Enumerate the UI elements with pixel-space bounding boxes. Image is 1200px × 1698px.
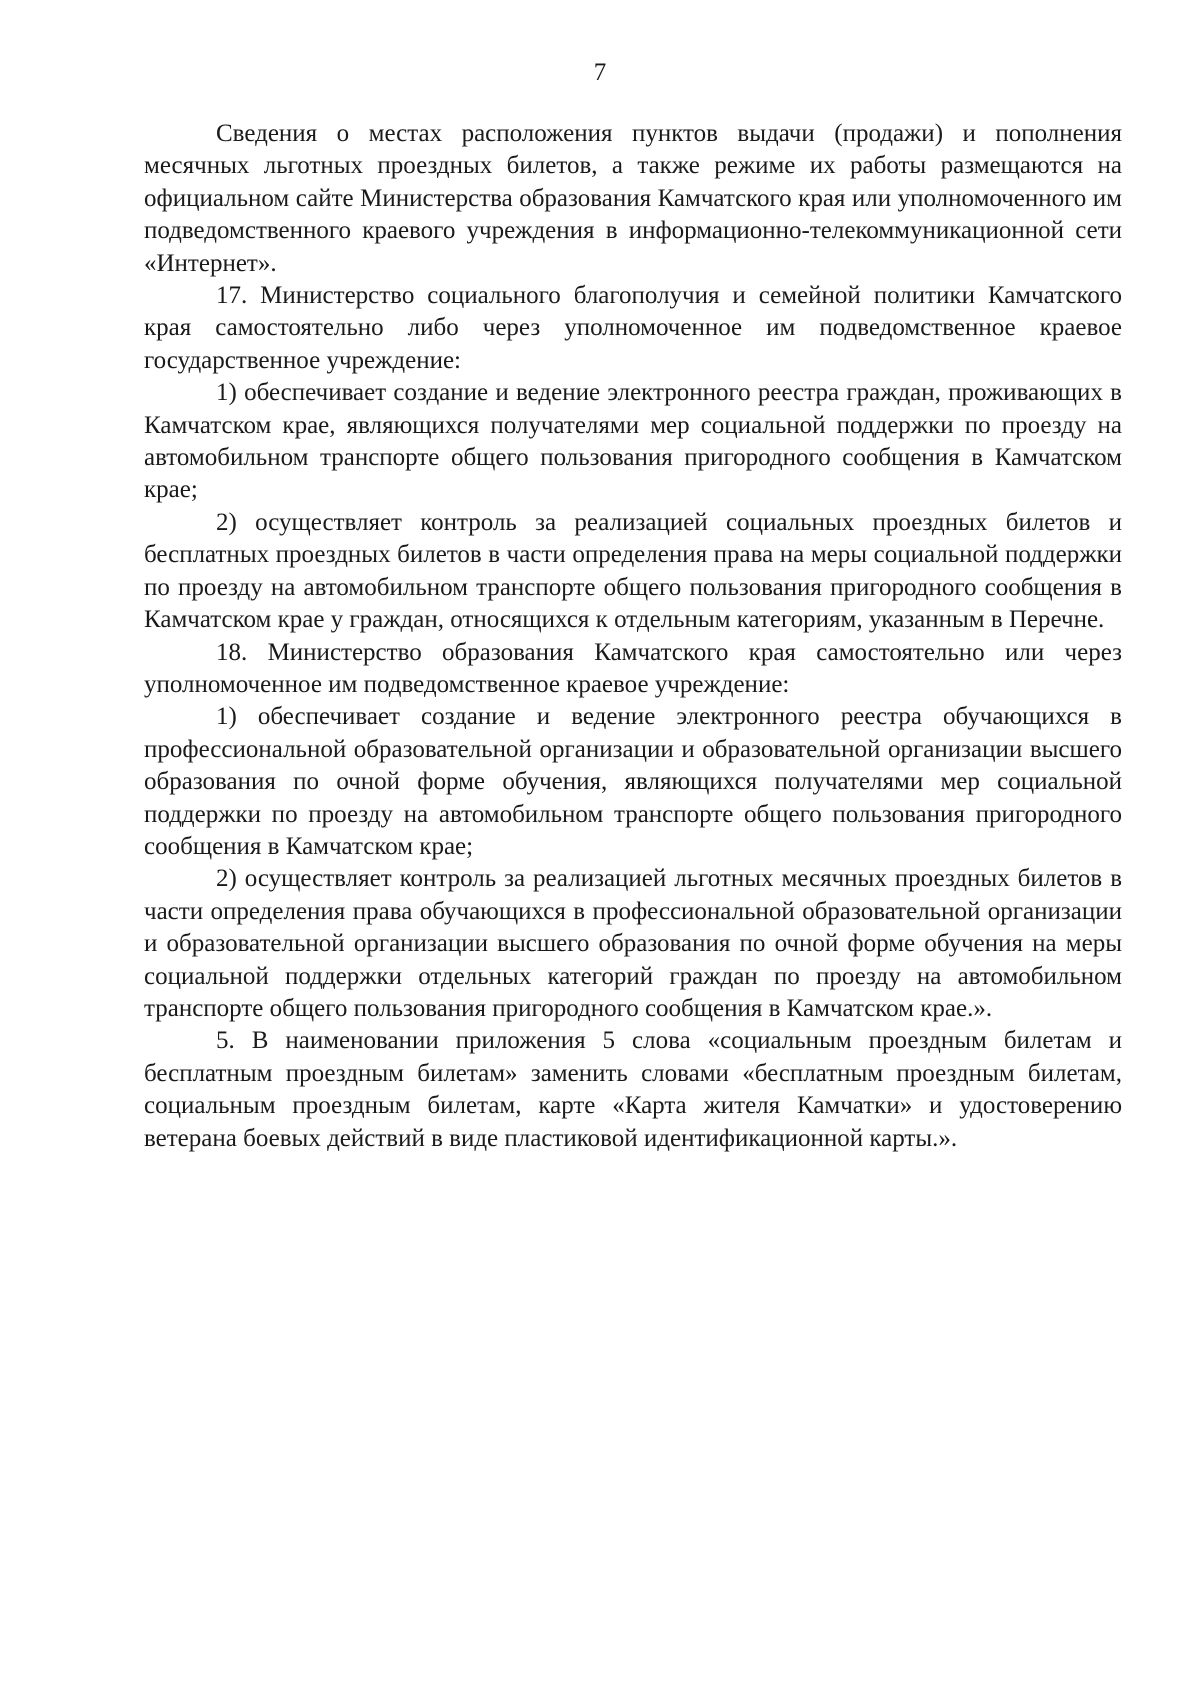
paragraph-18-item-2: 2) осуществляет контроль за реализацией льготных месячных проездных билетов в части определения права обучающихся в профессиональной образовательной организации и образовательной организации высшего образования по очной форме обучения на меры социальной поддержки отдельных категорий граждан по проезду на автомобильном транспорте общего пользования пригородного сообщения в Камчатском крае.». bbox=[144, 865, 1122, 1022]
paragraph-18: 18. Министерство образования Камчатского края самостоятельно или через уполномоченное им подведомственное краевое учреждение: bbox=[144, 638, 1122, 698]
paragraph-18-item-1: 1) обеспечивает создание и ведение электронного реестра обучающихся в профессиональной образовательной организации и образовательной организации высшего образования по очной форме обучения, являющихся получателями мер социальной поддержки по проезду на автомобильном транспорте общего пользования пригородного сообщения в Камчатском крае; bbox=[144, 703, 1122, 860]
paragraph-17-item-1: 1) обеспечивает создание и ведение электронного реестра граждан, проживающих в Камчатском крае, являющихся получателями мер социальной поддержки по проезду на автомобильном транспорте общего пользования пригородного сообщения в Камчатском крае; bbox=[144, 379, 1122, 504]
page-number: 7 bbox=[593, 59, 607, 86]
document-body bbox=[144, 118, 1122, 1155]
paragraph-17-item-2: 2) осуществляет контроль за реализацией социальных проездных билетов и бесплатных проездных билетов в части определения права на меры социальной поддержки по проезду на автомобильном транспорте общего пользования пригородного сообщения в Камчатском крае у граждан, относящихся к отдельным категориям, указанным в Перечне. bbox=[144, 508, 1122, 634]
paragraph-info-points: Сведения о местах расположения пунктов выдачи (продажи) и пополнения месячных льготных проездных билетов, а также режиме их работы размещаются на официальном сайте Министерства образования Камчатского края или уполномоченного им подведомственного краевого учреждения в информационно-телекоммуникационной сети «Интернет». bbox=[144, 120, 1122, 277]
paragraph-5: 5. В наименовании приложения 5 слова «социальным проездным билетам и бесплатным проездным билетам» заменить словами «бесплатным проездным билетам, социальным проездным билетам, карте «Карта жителя Камчатки» и удостоверению ветерана боевых действий в виде пластиковой идентификационной карты.». bbox=[144, 1027, 1122, 1152]
paragraph-17: 17. Министерство социального благополучия и семейной политики Камчатского края самостоятельно либо через уполномоченное им подведомственное краевое государственное учреждение: bbox=[144, 282, 1122, 374]
